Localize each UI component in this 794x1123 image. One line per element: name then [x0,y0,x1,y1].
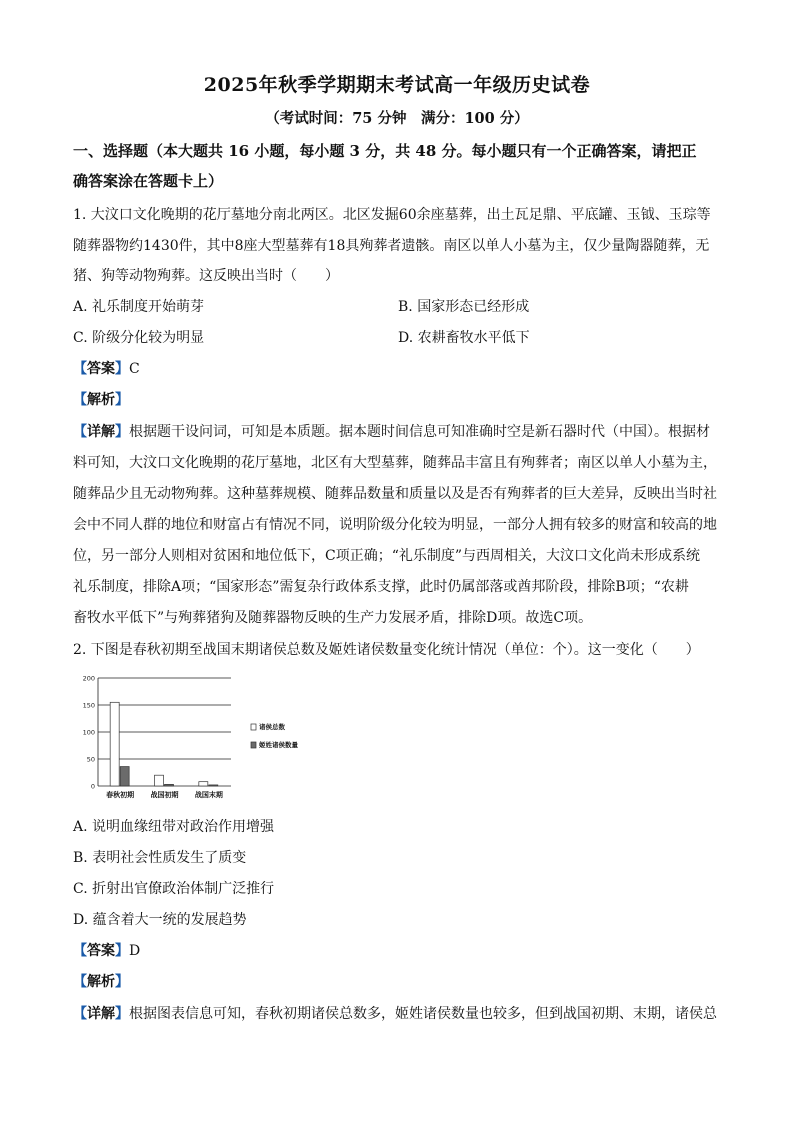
analysis-label: 解析 [87,392,115,408]
y-tick-label: 150 [82,701,95,710]
y-tick-label: 100 [82,728,95,737]
q2-option-c: C. 折射出官僚政治体制广泛推行 [73,881,275,897]
y-tick-label: 0 [90,782,95,791]
q1-stem-line: 1. 大汶口文化晚期的花厅墓地分南北两区。北区发掘60余座墓葬，出土瓦足鼎、平底罐、玉钺、玉琮等 [73,207,711,223]
answer-value: D [129,943,141,959]
x-tick-label: 战国初期 [150,791,179,799]
legend-swatch [251,742,256,748]
detail-text: 根据图表信息可知，春秋初期诸侯总数多，姬姓诸侯数量也较多，但到战国初期、末期，诸侯总 [129,1006,717,1022]
q2-option-d: D. 蕴含着大一统的发展趋势 [73,912,247,928]
q1-stem-line: 猪、狗等动物殉葬。这反映出当时（ ） [73,268,339,284]
bar-chart [76,672,326,804]
q1-detail-line: 料可知，大汶口文化晚期的花厅墓地，北区有大型墓葬，随葬品丰富且有殉葬者；南区以单人小墓为主， [73,455,717,471]
detail-label: 详解 [87,1006,115,1022]
q1-analysis: 【解析】 [73,392,129,408]
y-tick-label: 200 [82,674,95,683]
answer-label: 答案 [87,361,115,377]
detail-text: 根据题干设问词，可知是本质题。据本题时间信息可知准确时空是新石器时代（中国）。根据材 [129,424,710,440]
section-heading-line1: 一、选择题（本大题共 16 小题，每小题 3 分，共 48 分。每小题只有一个正确答案，请把正 [73,142,697,160]
q1-option-c: C. 阶级分化较为明显 [73,330,205,346]
bar [209,785,218,786]
q1-detail-line: 【详解】根据题干设问词，可知是本质题。据本题时间信息可知准确时空是新石器时代（中国）。根据材 [73,424,710,440]
bar [199,782,208,786]
q1-detail-line: 随葬品少且无动物殉葬。这种墓葬规模、随葬品数量和质量以及是否有殉葬者的巨大差异，反映出当时社 [73,486,717,502]
analysis-label: 解析 [87,974,115,990]
q1-answer: 【答案】C [73,361,140,377]
x-tick-label: 春秋初期 [106,791,135,799]
q2-analysis: 【解析】 [73,974,129,990]
bar [155,775,164,786]
page-title: 2025年秋季学期期末考试高一年级历史试卷 [203,74,591,96]
bar [110,702,119,786]
detail-label: 详解 [87,424,115,440]
q2-answer: 【答案】D [73,943,141,959]
q1-stem-line: 随葬器物约1430件，其中8座大型墓葬有18具殉葬者遗骸。南区以单人小墓为主，仅少量陶器随葬，无 [73,238,710,254]
q1-option-a: A. 礼乐制度开始萌芽 [73,299,205,315]
q1-detail-line: 会中不同人群的地位和财富占有情况不同，说明阶级分化较为明显，一部分人拥有较多的财富和较高的地 [73,517,717,533]
answer-value: C [129,361,140,377]
bar [165,784,174,786]
answer-label: 答案 [87,943,115,959]
x-tick-label: 战国末期 [194,791,223,799]
q2-stem: 2. 下图是春秋初期至战国末期诸侯总数及姬姓诸侯数量变化统计情况（单位：个）。这一变化（ ） [73,642,700,658]
bar [120,767,129,786]
q1-option-b: B. 国家形态已经形成 [398,299,530,315]
q1-detail-line: 礼乐制度，排除A项；“国家形态”需复杂行政体系支撑，此时仍属部落或酋邦阶段，排除B项；“农耕 [73,579,689,595]
q1-option-d: D. 农耕畜牧水平低下 [398,330,530,346]
q2-detail-line: 【详解】根据图表信息可知，春秋初期诸侯总数多，姬姓诸侯数量也较多，但到战国初期、末期，诸侯总 [73,1006,717,1022]
q2-option-b: B. 表明社会性质发生了质变 [73,850,247,866]
exam-info: （考试时间：75 分钟 满分：100 分） [265,110,529,127]
section-heading-line2: 确答案涂在答题卡上） [73,172,224,190]
legend-label: 姬姓诸侯数量 [259,741,298,749]
legend-swatch [251,724,256,730]
y-tick-label: 50 [86,755,95,764]
q1-detail-line: 位，另一部分人则相对贫困和地位低下，C项正确；“礼乐制度”与西周相关，大汶口文化尚未形成系统 [73,548,701,564]
q2-option-a: A. 说明血缘纽带对政治作用增强 [73,819,275,835]
legend-label: 诸侯总数 [259,723,285,731]
q1-detail-line: 畜牧水平低下”与殉葬猪狗及随葬器物反映的生产力发展矛盾，排除D项。故选C项。 [73,610,593,626]
